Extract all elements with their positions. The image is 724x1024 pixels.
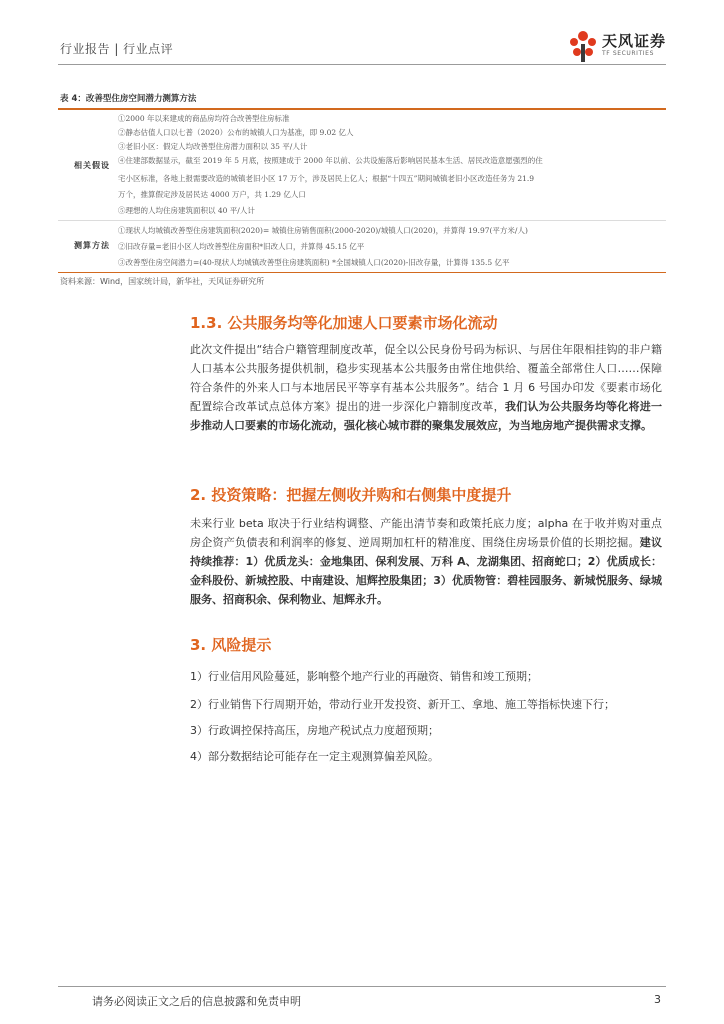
risk-item: 1）行业信用风险蔓延，影响整个地产行业的再融资、销售和竣工预期； <box>190 670 538 683</box>
paragraph-text: 未来行业 beta 取决于行业结构调整、产能出清节奏和政策托底力度；alpha 在于收并购对重点房企资产负债表和利润率的修复、逆周期加杠杆的精准度、围绕住房场景价值的长期挖掘。 <box>190 517 662 549</box>
table-bottom-rule <box>58 272 666 273</box>
table-row: ①2000 年以来建成的商品房均符合改善型住房标准 <box>118 114 290 123</box>
table-group-divider <box>58 220 666 221</box>
table-caption: 表 4：改善型住房空间潜力测算方法 <box>60 94 197 104</box>
assumptions-label: 相关假设 <box>74 161 110 170</box>
header-divider <box>58 64 666 65</box>
table-row: ①现状人均城镇改善型住房建筑面积(2020)= 城镇住房销售面积(2000-2020)/城镇人口(2020)，并算得 19.97(平方米/人) <box>118 226 528 235</box>
table-source: 资料来源：Wind，国家统计局，新华社，天风证券研究所 <box>60 277 265 286</box>
report-category: 行业报告 | 行业点评 <box>60 42 174 56</box>
paragraph-bold-text: 我们认为公共服务均等化将进一步推动人口要素的市场化流动，强化核心城市群的聚集发展效应，为当地房地产提供需求支撑。 <box>190 400 662 432</box>
table-row: ②静态估值人口以七普（2020）公布的城镇人口为基准，即 9.02 亿人 <box>118 128 354 137</box>
risk-item: 4）部分数据结论可能存在一定主观测算偏差风险。 <box>190 750 439 763</box>
section-1-3-title: 1.3. 公共服务均等化加速人口要素市场化流动 <box>190 314 498 332</box>
section-2-title: 2. 投资策略：把握左侧收并购和右侧集中度提升 <box>190 486 512 504</box>
section-2-paragraph <box>190 514 662 609</box>
risk-item: 3）行政调控保持高压，房地产税试点力度超预期； <box>190 724 439 737</box>
table-row: ④住建部数据显示，截至 2019 年 5 月底，按照建成于 2000 年以前、公共设施落后影响居民基本生活、居民改造意愿强烈的住 <box>118 156 543 165</box>
method-label: 测算方法 <box>74 241 110 250</box>
tf-securities-logo <box>566 28 676 64</box>
risk-item: 2）行业销售下行周期开始，带动行业开发投资、新开工、拿地、施工等指标快速下行； <box>190 698 615 711</box>
footer-disclaimer: 请务必阅读正文之后的信息披露和免责申明 <box>92 995 301 1008</box>
table-row: ③老旧小区：假定人均改善型住房潜力面积以 35 平/人计 <box>118 142 308 151</box>
logo-flower-icon <box>566 28 600 64</box>
logo-name: 天风证券 <box>602 32 667 50</box>
section-3-title: 3. 风险提示 <box>190 636 272 654</box>
logo-english: TF SECURITIES <box>602 50 654 57</box>
table-row: 万个，推算假定涉及居民达 4000 万户，共 1.29 亿人口 <box>118 190 306 199</box>
table-top-rule <box>58 108 666 110</box>
paragraph-bold-text: 建议持续推荐：1）优质龙头：金地集团、保利发展、万科 A、龙湖集团、招商蛇口；2）优质成长：金科股份、新城控股、中南建设、旭辉控股集团；3）优质物管：碧桂园服务、新城悦服务、绿城服务、招商积余、保利物业、旭辉永升。 <box>190 536 663 606</box>
table-row: ②旧改存量=老旧小区人均改善型住房面积*旧改人口，并算得 45.15 亿平 <box>118 242 365 251</box>
table-row: ③改善型住房空间潜力=(40-现状人均城镇改善型住房建筑面积) *全国城镇人口(2020)-旧改存量，计算得 135.5 亿平 <box>118 258 510 267</box>
paragraph-text: 此次文件提出“结合户籍管理制度改革，促全以公民身份号码为标识、与居住年限相挂钩的非户籍人口基本公共服务提供机制，稳步实现基本公共服务由常住地供给、覆盖全部常住人口……保障符合条件的外来人口与本地居民平等享有基本公共服务”。结合 1 月 6 号国办印发《要素市场化配置综合改革试点总体方案》提出的进一步深化户籍制度改革， <box>190 343 662 413</box>
table-row: ⑤理想的人均住房建筑面积以 40 平/人计 <box>118 206 255 215</box>
page-number: 3 <box>654 993 661 1006</box>
footer-divider <box>58 986 666 987</box>
table-row: 宅小区标准，各地上报需要改造的城镇老旧小区 17 万个，涉及居民上亿人；根据“十四五”期间城镇老旧小区改造任务为 21.9 <box>118 174 535 183</box>
section-1-3-paragraph <box>190 340 662 435</box>
